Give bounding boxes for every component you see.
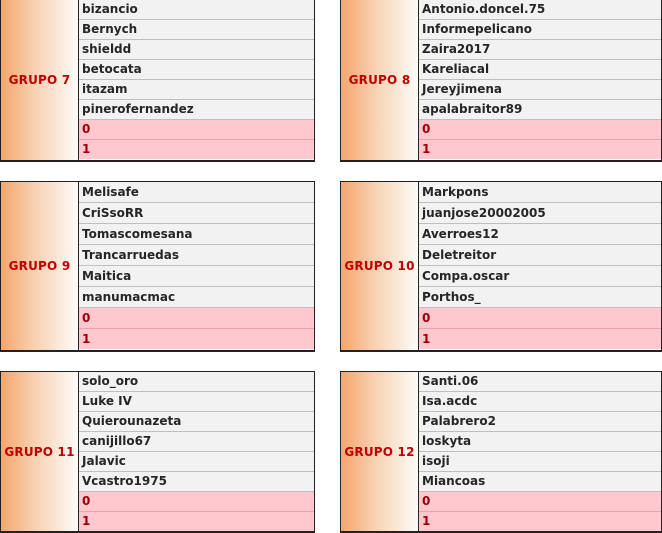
score-cell[interactable]: 0 [79, 308, 314, 329]
score-cell[interactable]: 0 [79, 120, 314, 140]
member-cell[interactable]: Compa.oscar [419, 266, 661, 287]
group-label: GRUPO 8 [341, 0, 419, 160]
group-label: GRUPO 12 [341, 372, 419, 531]
member-cell[interactable]: Miancoas [419, 472, 661, 492]
member-cell[interactable]: Zaira2017 [419, 40, 661, 60]
score-cell[interactable]: 1 [419, 140, 661, 159]
member-cell[interactable]: Palabrero2 [419, 412, 661, 432]
member-cell[interactable]: pinerofernandez [79, 100, 314, 120]
member-cell[interactable]: Kareliacal [419, 60, 661, 80]
score-cell[interactable]: 1 [79, 329, 314, 349]
member-cell[interactable]: canijillo67 [79, 432, 314, 452]
score-cell[interactable]: 1 [79, 140, 314, 159]
member-list [79, 182, 314, 350]
score-cell[interactable]: 1 [419, 512, 661, 531]
member-cell[interactable]: isoji [419, 452, 661, 472]
member-cell[interactable]: Melisafe [79, 182, 314, 203]
member-cell[interactable]: loskyta [419, 432, 661, 452]
group-label: GRUPO 7 [1, 0, 79, 160]
group-card [0, 371, 315, 533]
score-cell[interactable]: 1 [419, 329, 661, 349]
member-cell[interactable]: Tomascomesana [79, 224, 314, 245]
group-card [340, 371, 662, 533]
group-label: GRUPO 11 [1, 372, 79, 531]
member-cell[interactable]: shieldd [79, 40, 314, 60]
member-cell[interactable]: itazam [79, 80, 314, 100]
member-cell[interactable]: Trancarruedas [79, 245, 314, 266]
group-card [340, 0, 662, 162]
member-cell[interactable]: betocata [79, 60, 314, 80]
member-cell[interactable]: Luke IV [79, 392, 314, 412]
score-cell[interactable]: 0 [419, 120, 661, 140]
member-cell[interactable]: Averroes12 [419, 224, 661, 245]
member-cell[interactable]: Porthos_ [419, 287, 661, 308]
member-list [419, 0, 661, 160]
member-list [79, 372, 314, 531]
score-cell[interactable]: 0 [419, 308, 661, 329]
member-cell[interactable]: solo_oro [79, 372, 314, 392]
member-cell[interactable]: CriSsoRR [79, 203, 314, 224]
member-cell[interactable]: Jalavic [79, 452, 314, 472]
score-cell[interactable]: 0 [419, 492, 661, 512]
member-cell[interactable]: Deletreitor [419, 245, 661, 266]
member-list [79, 0, 314, 160]
member-list [419, 372, 661, 531]
member-cell[interactable]: Maitica [79, 266, 314, 287]
member-cell[interactable]: Quierounazeta [79, 412, 314, 432]
member-cell[interactable]: Santi.06 [419, 372, 661, 392]
member-cell[interactable]: Informepelicano [419, 20, 661, 40]
group-card [340, 181, 662, 352]
member-cell[interactable]: Vcastro1975 [79, 472, 314, 492]
score-cell[interactable]: 1 [79, 512, 314, 531]
member-list [419, 182, 661, 350]
group-card [0, 0, 315, 162]
member-cell[interactable]: apalabraitor89 [419, 100, 661, 120]
member-cell[interactable]: Antonio.doncel.75 [419, 0, 661, 20]
member-cell[interactable]: Isa.acdc [419, 392, 661, 412]
member-cell[interactable]: Jereyjimena [419, 80, 661, 100]
group-label: GRUPO 9 [1, 182, 79, 350]
member-cell[interactable]: juanjose20002005 [419, 203, 661, 224]
group-card [0, 181, 315, 352]
group-label: GRUPO 10 [341, 182, 419, 350]
score-cell[interactable]: 0 [79, 492, 314, 512]
member-cell[interactable]: Bernych [79, 20, 314, 40]
member-cell[interactable]: bizancio [79, 0, 314, 20]
member-cell[interactable]: Markpons [419, 182, 661, 203]
member-cell[interactable]: manumacmac [79, 287, 314, 308]
